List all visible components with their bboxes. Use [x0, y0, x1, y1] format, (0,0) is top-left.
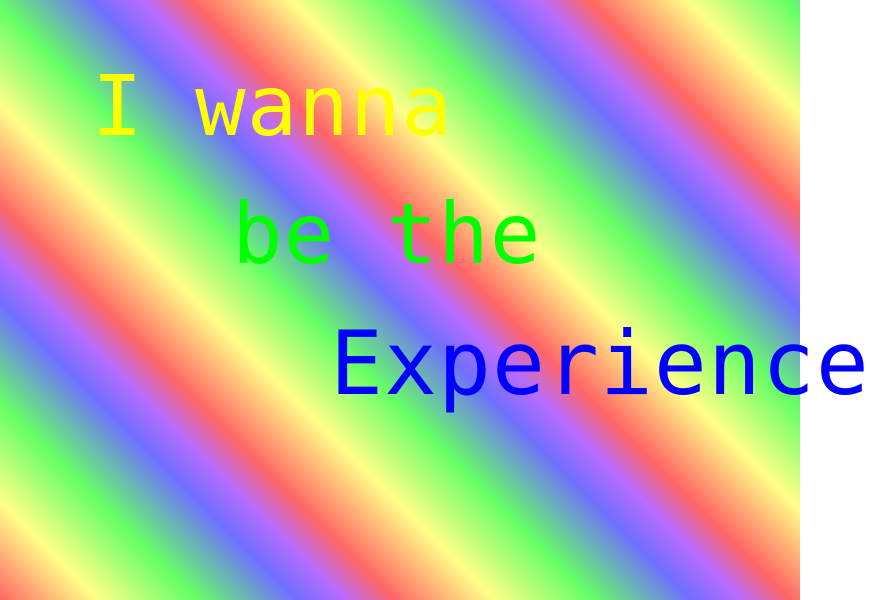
title-line-3: Experience: [330, 312, 870, 415]
title-line-1: I wanna: [92, 57, 454, 155]
title-line-2: be the: [232, 185, 542, 283]
